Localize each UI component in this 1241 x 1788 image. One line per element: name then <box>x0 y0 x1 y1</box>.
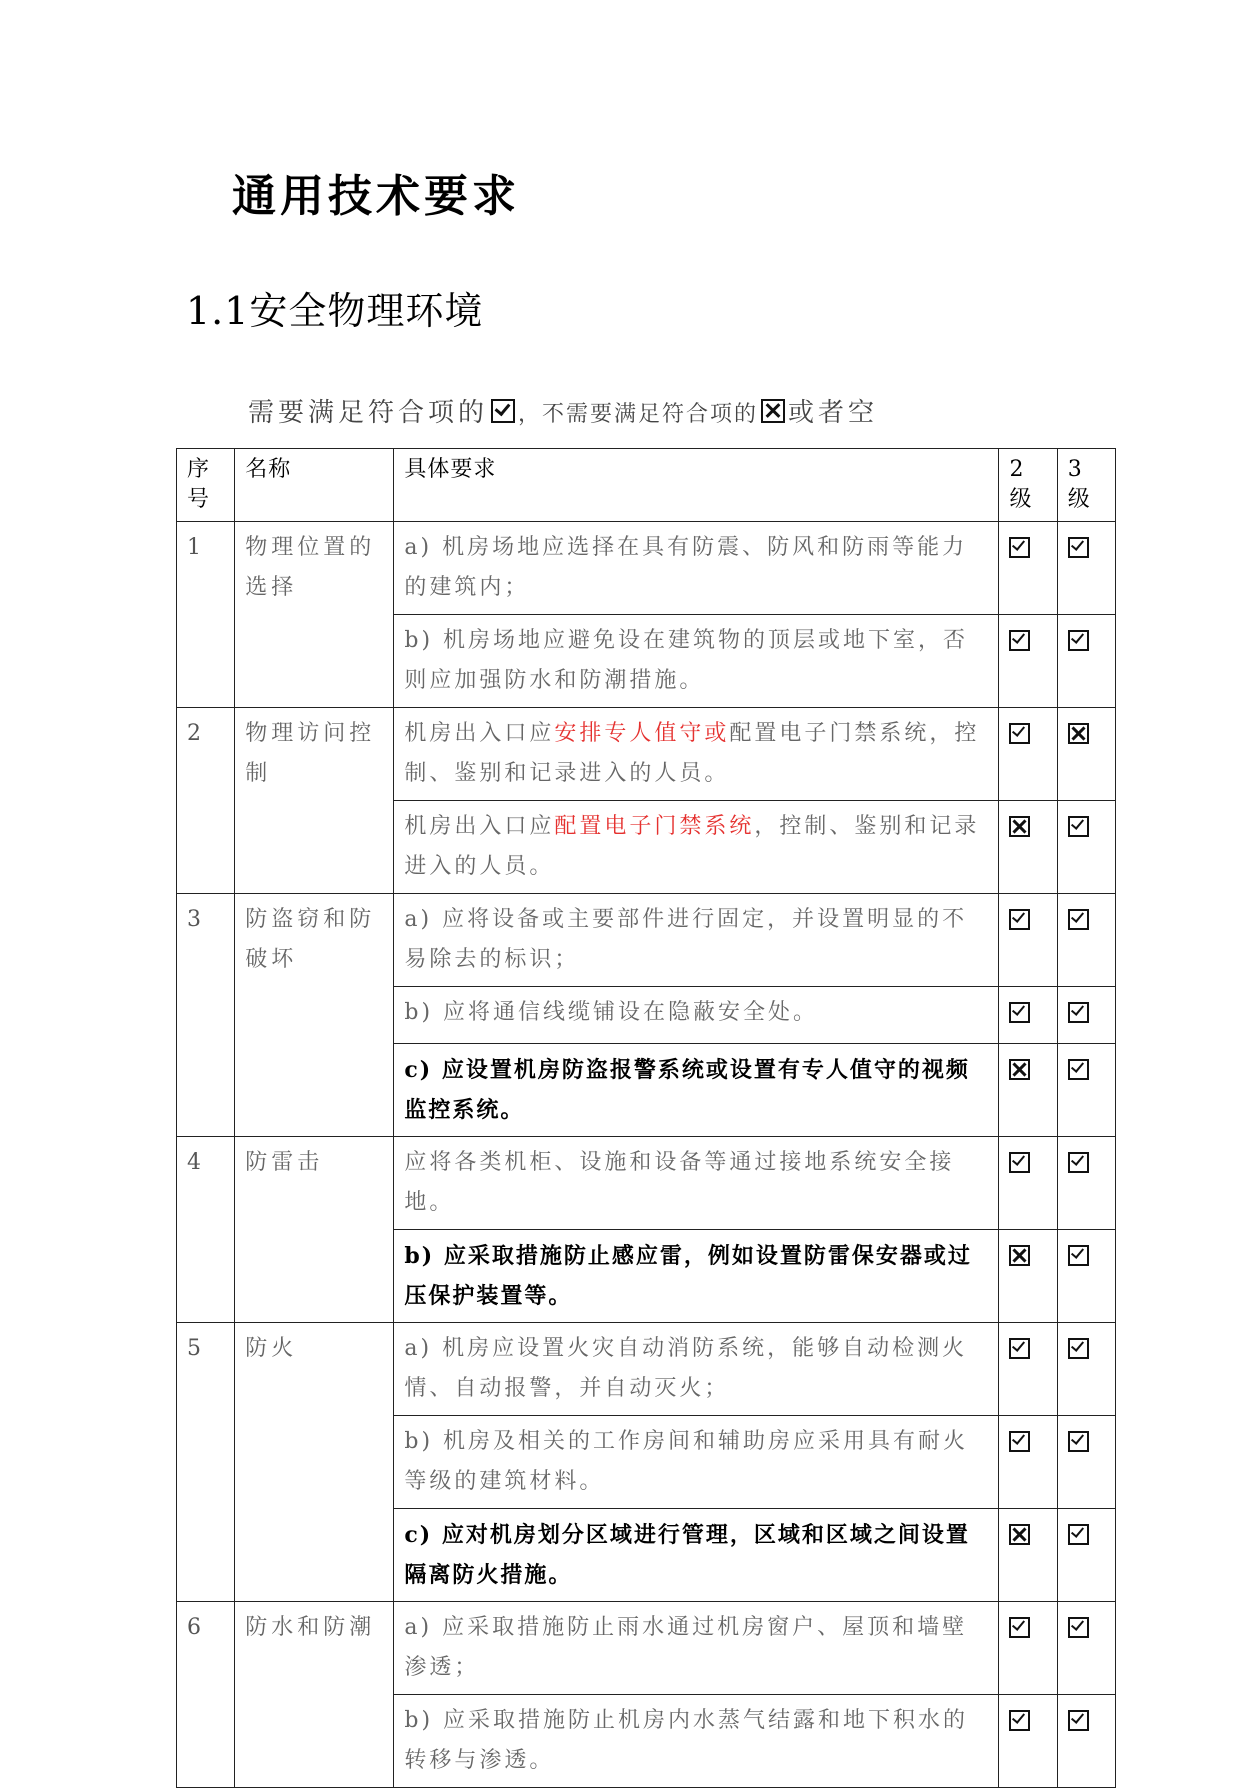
crossed-box-icon <box>1009 816 1030 837</box>
requirement-text: a) 机房场地应选择在具有防震、防风和防雨等能力的建筑内； <box>394 522 999 615</box>
checked-box-icon <box>1068 1245 1089 1266</box>
checked-box-icon <box>1068 909 1089 930</box>
requirement-text: b) 机房场地应避免设在建筑物的顶层或地下室，否则应加强防水和防潮措施。 <box>394 615 999 708</box>
crossed-box-icon <box>1009 1059 1030 1080</box>
header-level-3: 3 级 <box>1057 449 1115 522</box>
checked-box-icon <box>1068 1002 1089 1023</box>
level-3-cell <box>1057 1044 1115 1137</box>
legend-text-required: 需要满足符合项的 <box>248 398 489 428</box>
level-3-cell <box>1057 1509 1115 1602</box>
legend-text-not-required: ，不需要满足符合项的 <box>518 402 759 427</box>
level-3-cell <box>1057 801 1115 894</box>
row-number: 1 <box>177 522 235 708</box>
checked-box-icon <box>1009 1617 1030 1638</box>
row-number: 6 <box>177 1602 235 1788</box>
requirements-table <box>176 448 1116 1788</box>
crossed-box-icon <box>1068 723 1089 744</box>
level-2-cell <box>999 1509 1057 1602</box>
level-2-cell <box>999 894 1057 987</box>
level-2-cell <box>999 1602 1057 1695</box>
level-3-cell <box>1057 708 1115 801</box>
checked-box-icon <box>1009 537 1030 558</box>
requirement-text: a) 应采取措施防止雨水通过机房窗户、屋顶和墙壁渗透； <box>394 1602 999 1695</box>
checked-box-icon <box>1009 1431 1030 1452</box>
level-3-cell <box>1057 1695 1115 1788</box>
level-2-cell <box>999 987 1057 1044</box>
requirement-text: b) 应采取措施防止感应雷，例如设置防雷保安器或过压保护装置等。 <box>394 1230 999 1323</box>
table-header-row <box>177 449 1116 522</box>
highlighted-text: 安排专人值守或 <box>554 721 730 746</box>
item-name: 物理访问控制 <box>235 708 394 894</box>
row-number: 2 <box>177 708 235 894</box>
level-3-cell <box>1057 522 1115 615</box>
level-3-cell <box>1057 1137 1115 1230</box>
checked-box-icon <box>1009 630 1030 651</box>
checked-box-icon <box>1009 723 1030 744</box>
checked-box-icon <box>1009 909 1030 930</box>
level-2-cell <box>999 708 1057 801</box>
highlighted-text: 配置电子门禁系统 <box>554 814 755 839</box>
header-name: 名称 <box>235 449 394 522</box>
requirement-text-part: 机房出入口应 <box>404 721 555 746</box>
level-3-cell <box>1057 1230 1115 1323</box>
section-title: 1.1安全物理环境 <box>186 289 484 333</box>
checked-box-icon <box>1009 1338 1030 1359</box>
checked-box-icon <box>1068 1617 1089 1638</box>
level-2-cell <box>999 1416 1057 1509</box>
level-2-cell <box>999 1044 1057 1137</box>
requirement-text: c) 应设置机房防盗报警系统或设置有专人值守的视频监控系统。 <box>394 1044 999 1137</box>
item-name: 防水和防潮 <box>235 1602 394 1788</box>
table-row <box>177 1323 1116 1416</box>
level-2-cell <box>999 522 1057 615</box>
checked-box-icon <box>1068 1059 1089 1080</box>
checked-box-icon <box>1068 537 1089 558</box>
checked-box-icon <box>1068 630 1089 651</box>
header-requirement: 具体要求 <box>394 449 999 522</box>
item-name: 物理位置的选择 <box>235 522 394 708</box>
level-2-cell <box>999 1695 1057 1788</box>
level-3-cell <box>1057 1416 1115 1509</box>
level-2-cell <box>999 1137 1057 1230</box>
checked-box-icon <box>1068 1524 1089 1545</box>
table-row <box>177 1137 1116 1230</box>
table-row <box>177 894 1116 987</box>
level-3-cell <box>1057 987 1115 1044</box>
level-3-cell <box>1057 615 1115 708</box>
level-3-cell <box>1057 1602 1115 1695</box>
checked-box-icon <box>1068 816 1089 837</box>
item-name: 防雷击 <box>235 1137 394 1323</box>
requirement-text-part: 配置电子门禁系统，控制、鉴别和记录进入的人员。 <box>404 721 980 786</box>
checked-box-icon <box>491 399 515 423</box>
requirement-text: a) 机房应设置火灾自动消防系统，能够自动检测火情、自动报警，并自动灭火； <box>394 1323 999 1416</box>
level-2-cell <box>999 615 1057 708</box>
requirement-text-part: ，控制、鉴别和记录进入的人员。 <box>404 814 980 879</box>
crossed-box-icon <box>1009 1524 1030 1545</box>
header-level-2: 2 级 <box>999 449 1057 522</box>
level-2-cell <box>999 1230 1057 1323</box>
table-row <box>177 522 1116 615</box>
item-name: 防火 <box>235 1323 394 1602</box>
page-title: 通用技术要求 <box>232 171 520 222</box>
table-body <box>177 522 1116 1788</box>
level-3-cell <box>1057 1323 1115 1416</box>
requirement-text-part: 机房出入口应 <box>404 814 555 839</box>
checked-box-icon <box>1068 1710 1089 1731</box>
legend <box>248 392 878 429</box>
requirement-text: c) 应对机房划分区域进行管理，区域和区域之间设置隔离防火措施。 <box>394 1509 999 1602</box>
table-row <box>177 708 1116 801</box>
requirement-text <box>394 708 999 801</box>
legend-text-empty: 或者空 <box>788 398 879 428</box>
row-number: 5 <box>177 1323 235 1602</box>
checked-box-icon <box>1068 1152 1089 1173</box>
level-2-cell <box>999 801 1057 894</box>
checked-box-icon <box>1009 1002 1030 1023</box>
crossed-box-icon <box>761 399 785 423</box>
level-2-cell <box>999 1323 1057 1416</box>
row-number: 3 <box>177 894 235 1137</box>
checked-box-icon <box>1068 1431 1089 1452</box>
level-3-cell <box>1057 894 1115 987</box>
requirement-text: b) 应将通信线缆铺设在隐蔽安全处。 <box>394 987 999 1044</box>
requirement-text <box>394 801 999 894</box>
checked-box-icon <box>1009 1710 1030 1731</box>
requirement-text: 应将各类机柜、设施和设备等通过接地系统安全接地。 <box>394 1137 999 1230</box>
requirement-text: a) 应将设备或主要部件进行固定，并设置明显的不易除去的标识； <box>394 894 999 987</box>
row-number: 4 <box>177 1137 235 1323</box>
requirement-text: b) 应采取措施防止机房内水蒸气结露和地下积水的转移与渗透。 <box>394 1695 999 1788</box>
requirement-text: b) 机房及相关的工作房间和辅助房应采用具有耐火等级的建筑材料。 <box>394 1416 999 1509</box>
checked-box-icon <box>1068 1338 1089 1359</box>
crossed-box-icon <box>1009 1245 1030 1266</box>
checked-box-icon <box>1009 1152 1030 1173</box>
table-row <box>177 1602 1116 1695</box>
header-no: 序号 <box>177 449 235 522</box>
item-name: 防盗窃和防破坏 <box>235 894 394 1137</box>
